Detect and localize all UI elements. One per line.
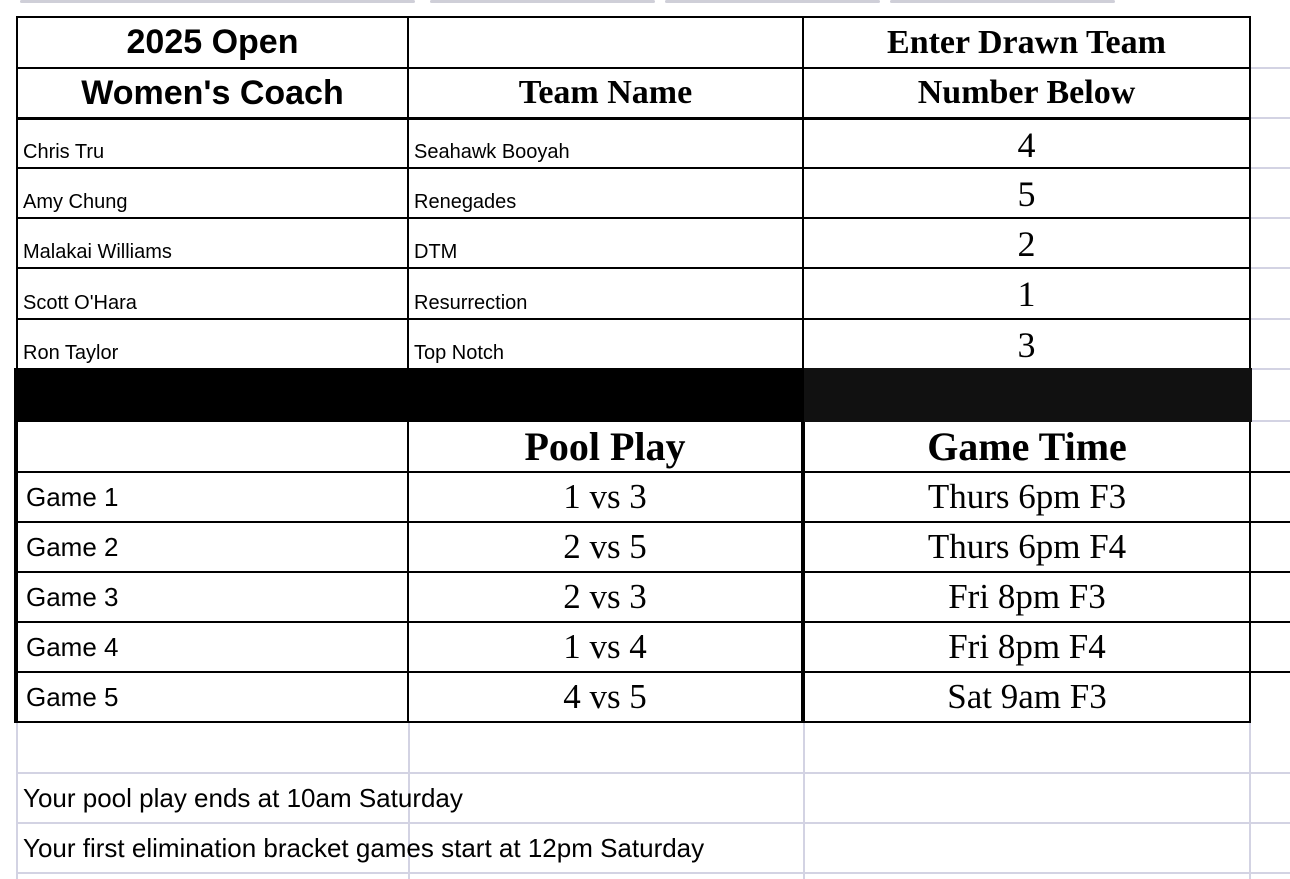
top-strip — [430, 0, 655, 3]
drawn-number: 3 — [1017, 325, 1036, 365]
game-label: Game 5 — [26, 681, 119, 712]
top-strip — [890, 0, 1115, 3]
team-name: Seahawk Booyah — [414, 141, 570, 163]
game-label: Game 4 — [26, 631, 119, 662]
team-name: Top Notch — [414, 342, 505, 364]
drawn-number: 5 — [1017, 174, 1036, 214]
game-label: Game 2 — [26, 531, 119, 562]
drawn-number: 4 — [1017, 125, 1036, 165]
team-name: Resurrection — [414, 292, 528, 314]
drawn-number: 2 — [1017, 224, 1036, 264]
coach-name: Chris Tru — [23, 141, 105, 163]
game-matchup: 1 vs 3 — [563, 477, 647, 516]
game-time: Fri 8pm F3 — [948, 577, 1106, 616]
game-matchup: 2 vs 5 — [563, 527, 647, 566]
header-drawn-line1: Enter Drawn Team — [887, 23, 1166, 61]
game-time: Thurs 6pm F4 — [927, 527, 1127, 566]
game-matchup: 4 vs 5 — [563, 677, 647, 716]
header-coach-line2: Women's Coach — [81, 73, 344, 112]
team-name: Renegades — [414, 191, 517, 213]
header-pool-play: Pool Play — [524, 424, 686, 469]
game-matchup: 2 vs 3 — [563, 577, 647, 616]
game-time: Thurs 6pm F3 — [927, 477, 1127, 516]
top-strip — [665, 0, 880, 3]
coach-name: Amy Chung — [23, 191, 128, 213]
note-bracket-start: Your first elimination bracket games start at 12pm Saturday — [23, 832, 705, 863]
drawn-number: 1 — [1017, 274, 1036, 314]
coach-name: Scott O'Hara — [23, 292, 137, 314]
header-drawn-line2: Number Below — [917, 74, 1136, 111]
divider-bar — [14, 368, 804, 422]
game-time: Fri 8pm F4 — [948, 627, 1106, 666]
header-coach-line1: 2025 Open — [126, 23, 299, 61]
divider-bar-right — [804, 368, 1252, 422]
coach-name: Ron Taylor — [23, 342, 119, 364]
game-label: Game 3 — [26, 581, 119, 612]
note-pool-end: Your pool play ends at 10am Saturday — [23, 782, 463, 813]
game-time: Sat 9am F3 — [947, 677, 1107, 716]
coach-name: Malakai Williams — [23, 241, 172, 263]
header-team-name: Team Name — [518, 74, 693, 111]
game-matchup: 1 vs 4 — [563, 627, 647, 666]
top-strip — [20, 0, 415, 3]
header-game-time: Game Time — [927, 424, 1127, 469]
team-name: DTM — [414, 241, 458, 263]
game-label: Game 1 — [26, 481, 119, 512]
